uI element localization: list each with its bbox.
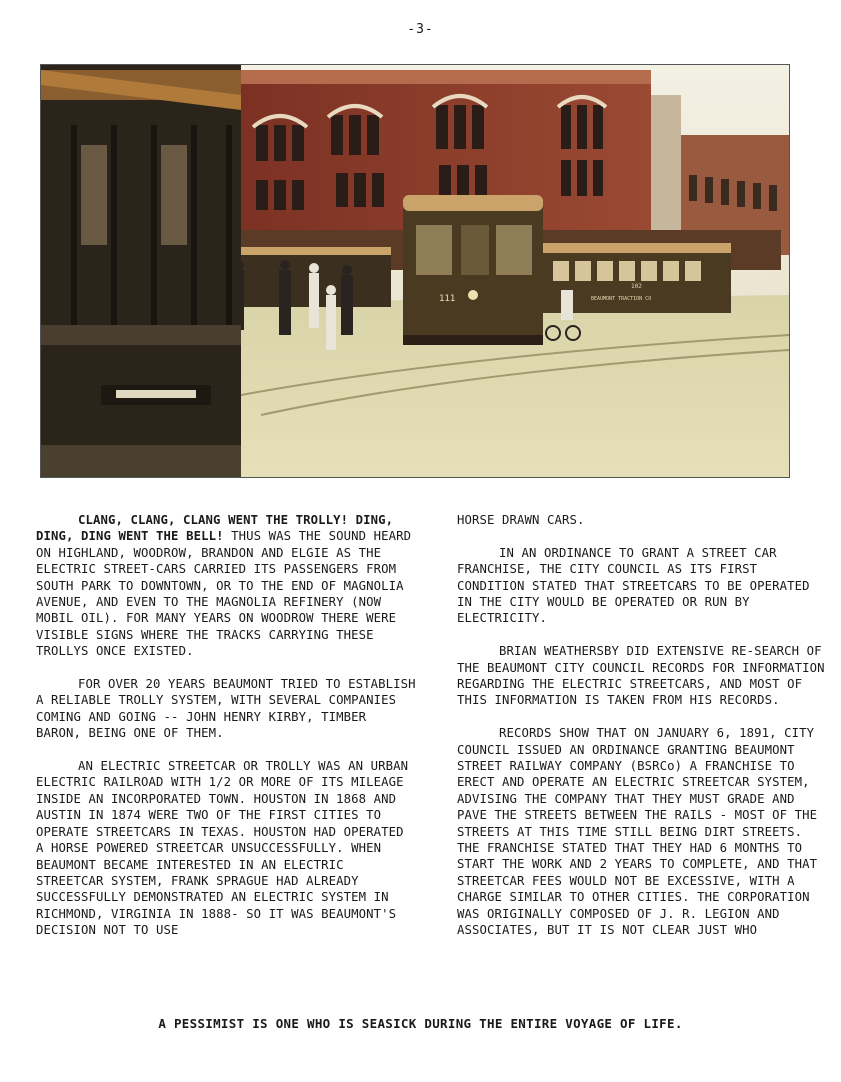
- right-column: [457, 512, 827, 955]
- paragraph-definition: AN ELECTRIC STREETCAR OR TROLLY WAS AN URBAN ELECTRIC RAILROAD WITH 1/2 OR MORE OF ITS MILEAGE INSIDE AN INCORPORATED TOWN. HOUSTON IN 1868 AND AUSTIN IN 1874 WERE TWO OF THE FIRST CITIES TO OPERATE STREETCARS IN TEXAS. HOUSTON HAD OPERATED A HORSE POWERED STREETCAR UNSUCCESSFULLY. WHEN BEAUMONT BECAME INTERESTED IN AN ELECTRIC STREETCAR SYSTEM, FRANK SPRAGUE HAD ALREADY SUCCESSFULLY DEMONSTRATED AN ELECTRIC SYSTEM IN RICHMOND, VIRGINIA IN 1888- SO IT WAS BEAUMONT'S DECISION NOT TO USE: [36, 759, 409, 938]
- paragraph-ordinance: IN AN ORDINANCE TO GRANT A STREET CAR FRANCHISE, THE CITY COUNCIL AS ITS FIRST CONDITION STATED THAT STREETCARS TO BE OPERATED IN THE CITY WOULD BE OPERATED OR RUN BY ELECTRICITY.: [457, 545, 810, 626]
- footer-quote: A PESSIMIST IS ONE WHO IS SEASICK DURING THE ENTIRE VOYAGE OF LIFE.: [158, 1016, 683, 1031]
- svg-text:102: 102: [631, 283, 642, 290]
- streetcar-photo: [40, 64, 790, 478]
- paragraph-research: BRIAN WEATHERSBY DID EXTENSIVE RE-SEARCH OF THE BEAUMONT CITY COUNCIL RECORDS FOR INFORMATION REGARDING THE ELECTRIC STREETCARS, AND MOST OF THIS INFORMATION IS TAKEN FROM HIS RECORDS.: [457, 644, 825, 708]
- page-number: -3-: [407, 22, 434, 37]
- svg-text:BEAUMONT TRACTION CO: BEAUMONT TRACTION CO: [591, 296, 652, 302]
- intro-body: THUS WAS THE SOUND HEARD ON HIGHLAND, WOODROW, BRANDON AND ELGIE AS THE ELECTRIC STREET-CARS CARRIED ITS PASSENGERS FROM SOUTH PARK TO DOWNTOWN, OR TO THE END OF MAGNOLIA AVENUE, AND EVEN TO THE MAGNOLIA REFINERY (NOW MOBIL OIL). FOR MANY YEARS ON WOODROW THERE WERE VISIBLE SIGNS WHERE THE TRACKS CARRYING THESE TROLLYS ONCE EXISTED.: [36, 529, 412, 659]
- svg-text:111: 111: [439, 294, 456, 304]
- paragraph-records: RECORDS SHOW THAT ON JANUARY 6, 1891, CITY COUNCIL ISSUED AN ORDINANCE GRANTING BEAUMONT STREET RAILWAY COMPANY (BSRCo) A FRANCHISE TO ERECT AND OPERATE AN ELECTRIC STREETCAR SYSTEM, ADVISING THE COMPANY THAT THEY MUST GRADE AND PAVE THE STREETS BETWEEN THE RAILS - MOST OF THE STREETS AT THIS TIME STILL BEING DIRT STREETS. THE FRANCHISE STATED THAT THEY HAD 6 MONTHS TO START THE WORK AND 2 YEARS TO COMPLETE, AND THAT STREETCAR FEES WOULD NOT BE EXCESSIVE, WITH A CHARGE SIMILAR TO OTHER CITIES. THE CORPORATION WAS ORIGINALLY COMPOSED OF J. R. LEGION AND ASSOCIATES, BUT IT IS NOT CLEAR JUST WHO: [457, 726, 818, 938]
- left-column: [36, 512, 416, 955]
- paragraph-history: FOR OVER 20 YEARS BEAUMONT TRIED TO ESTABLISH A RELIABLE TROLLY SYSTEM, WITH SEVERAL COMPANIES COMING AND GOING -- JOHN HENRY KIRBY, TIMBER BARON, BEING ONE OF THEM.: [36, 677, 416, 741]
- paragraph-continuation: HORSE DRAWN CARS.: [457, 513, 585, 527]
- lead-headline: CLANG, CLANG, CLANG WENT THE TROLLY! DING, DING, DING WENT THE BELL!: [36, 513, 394, 544]
- intro-paragraph: [36, 512, 416, 660]
